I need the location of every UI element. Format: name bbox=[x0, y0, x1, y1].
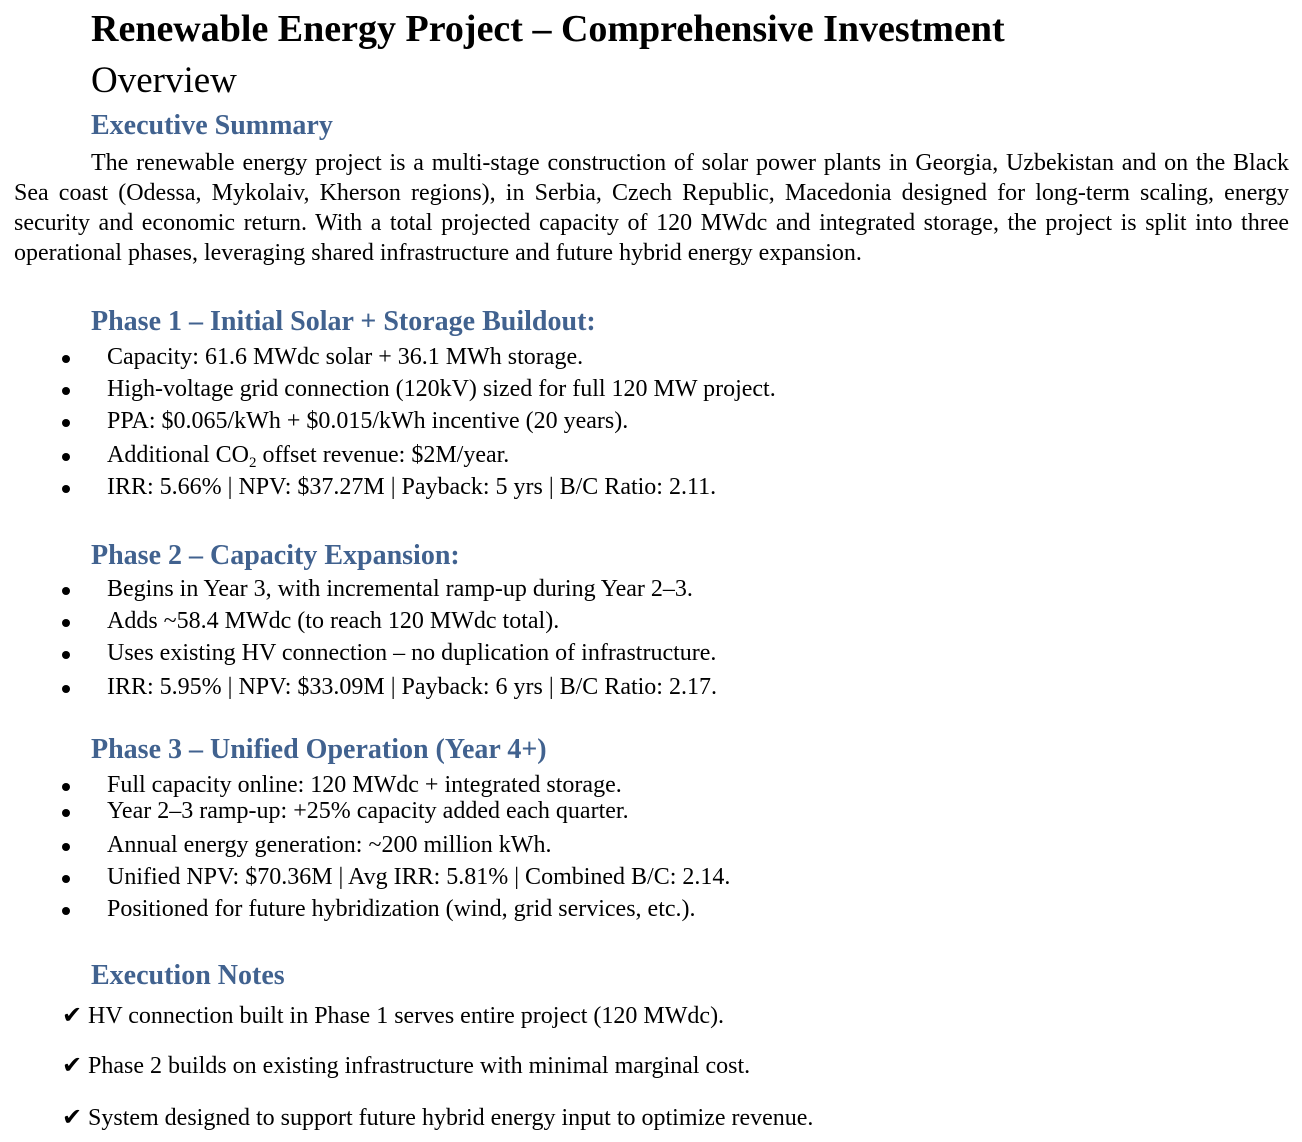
execution-note-text: System designed to support future hybrid energy input to optimize revenue. bbox=[88, 1105, 814, 1131]
bullet-icon bbox=[62, 651, 70, 659]
execution-note bbox=[62, 1000, 724, 1031]
document-title: Renewable Energy Project – Comprehensive Investment bbox=[91, 8, 1005, 50]
list-item-text: Full capacity online: 120 MWdc + integrated storage. bbox=[107, 772, 622, 798]
phase3-heading: Phase 3 – Unified Operation (Year 4+) bbox=[91, 734, 547, 765]
bullet-icon bbox=[62, 843, 70, 851]
list-item-text: Uses existing HV connection – no duplication of infrastructure. bbox=[107, 640, 717, 666]
bullet-icon bbox=[62, 685, 70, 693]
execution-notes-heading: Execution Notes bbox=[91, 960, 285, 991]
executive-summary-heading: Executive Summary bbox=[91, 110, 333, 141]
phase2-heading: Phase 2 – Capacity Expansion: bbox=[91, 540, 460, 571]
bullet-icon bbox=[62, 387, 70, 395]
bullet-icon bbox=[62, 809, 70, 817]
co2-text-before: Additional CO bbox=[107, 442, 249, 468]
check-icon: ✔ bbox=[62, 1051, 83, 1079]
check-icon: ✔ bbox=[62, 1001, 83, 1029]
bullet-icon bbox=[62, 419, 70, 427]
list-item-text: High-voltage grid connection (120kV) sized for full 120 MW project. bbox=[107, 376, 776, 402]
list-item-text: Adds ~58.4 MWdc (to reach 120 MWdc total). bbox=[107, 608, 560, 634]
co2-subscript: 2 bbox=[249, 455, 257, 471]
list-item-text: Unified NPV: $70.36M | Avg IRR: 5.81% | Combined B/C: 2.14. bbox=[107, 864, 731, 890]
list-item-text: Year 2–3 ramp-up: +25% capacity added each quarter. bbox=[107, 798, 629, 824]
execution-note-text: HV connection built in Phase 1 serves entire project (120 MWdc). bbox=[88, 1003, 725, 1029]
list-item-text bbox=[107, 440, 509, 473]
bullet-icon bbox=[62, 485, 70, 493]
list-item-text: Positioned for future hybridization (wind, grid services, etc.). bbox=[107, 896, 696, 922]
execution-note-text: Phase 2 builds on existing infrastructure with minimal marginal cost. bbox=[88, 1053, 751, 1079]
execution-note bbox=[62, 1102, 813, 1133]
bullet-icon bbox=[62, 907, 70, 915]
list-item-text: PPA: $0.065/kWh + $0.015/kWh incentive (20 years). bbox=[107, 408, 629, 434]
bullet-icon bbox=[62, 875, 70, 883]
execution-note bbox=[62, 1050, 750, 1081]
bullet-icon bbox=[62, 453, 70, 461]
phase1-heading: Phase 1 – Initial Solar + Storage Buildout: bbox=[91, 306, 596, 337]
bullet-icon bbox=[62, 783, 70, 791]
list-item-text: Annual energy generation: ~200 million kWh. bbox=[107, 832, 552, 858]
co2-text-after: offset revenue: $2M/year. bbox=[256, 442, 510, 468]
bullet-icon bbox=[62, 355, 70, 363]
list-item-text: IRR: 5.95% | NPV: $33.09M | Payback: 6 yrs | B/C Ratio: 2.17. bbox=[107, 674, 717, 700]
bullet-icon bbox=[62, 619, 70, 627]
document-subtitle: Overview bbox=[91, 60, 237, 101]
list-item-text: Begins in Year 3, with incremental ramp-up during Year 2–3. bbox=[107, 576, 693, 602]
check-icon: ✔ bbox=[62, 1103, 83, 1131]
bullet-icon bbox=[62, 587, 70, 595]
list-item-text: Capacity: 61.6 MWdc solar + 36.1 MWh storage. bbox=[107, 344, 584, 370]
executive-summary-text: The renewable energy project is a multi-stage construction of solar power plants in Georgia, Uzbekistan and on the Black Sea coast (Odessa, Mykolaiv, Kherson regions), in Serbia, Czech Republic, Macedonia designed for long-term scaling, energy security and economic return. With a total projected capacity of 120 MWdc and integrated storage, the project is split into three operational phases, leveraging shared infrastructure and future hybrid energy expansion. bbox=[14, 150, 1289, 266]
list-item-text: IRR: 5.66% | NPV: $37.27M | Payback: 5 yrs | B/C Ratio: 2.11. bbox=[107, 474, 717, 500]
